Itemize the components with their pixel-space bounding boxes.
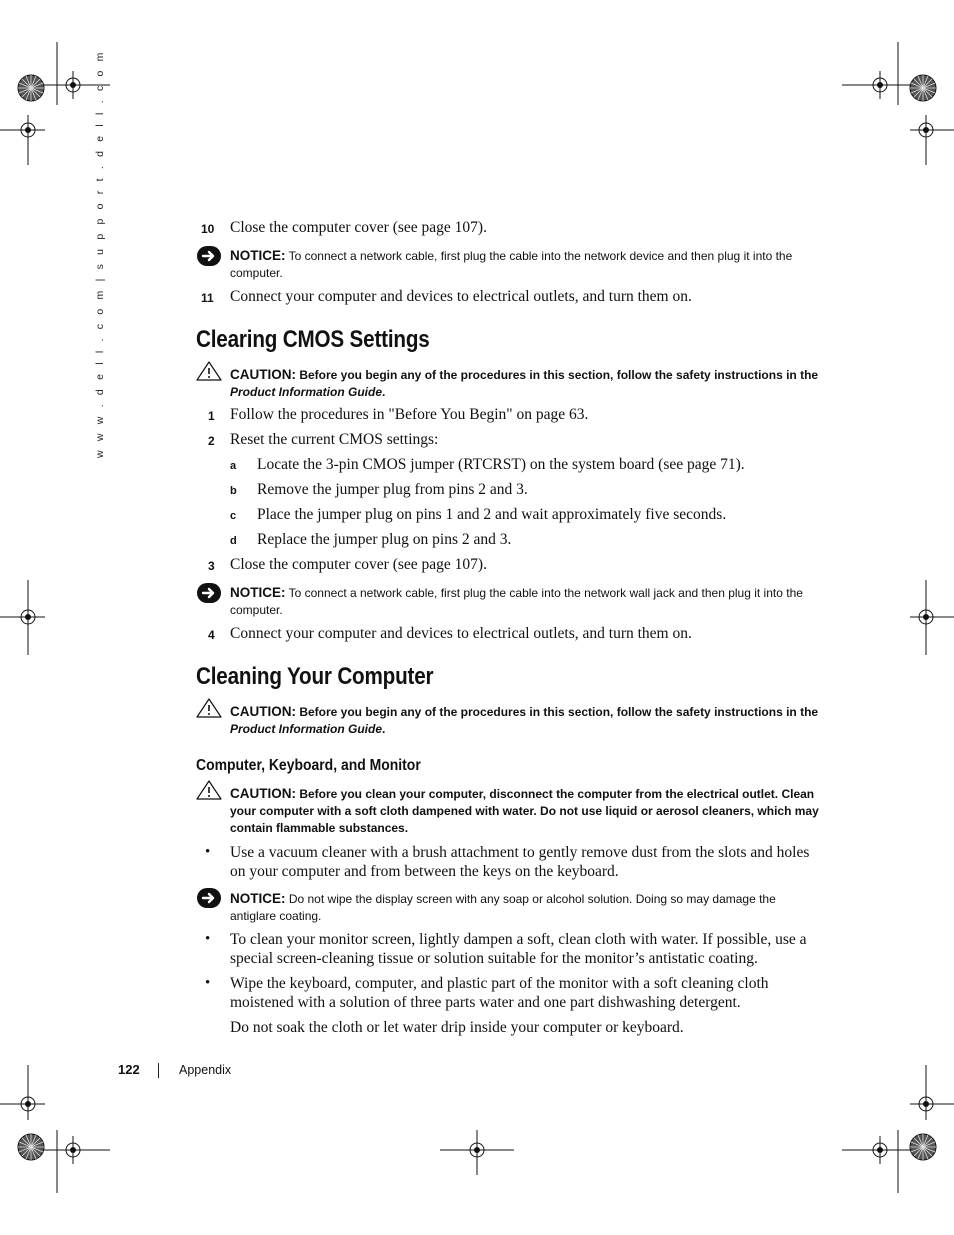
substep-text: Replace the jumper plug on pins 2 and 3. [257, 531, 512, 548]
step-number: 11 [201, 291, 214, 305]
guide-name: Product Information Guide [230, 385, 382, 399]
substep-letter: b [230, 485, 237, 497]
notice-1 [230, 247, 830, 282]
notice-icon [197, 888, 221, 908]
bullet-continuation: Do not soak the cloth or let water drip inside your computer or keyboard. [230, 1019, 684, 1036]
substep-letter: d [230, 535, 237, 547]
substep-text: Place the jumper plug on pins 1 and 2 and wait approximately five seconds. [257, 506, 727, 523]
caution-3 [230, 785, 820, 837]
bullet: • [205, 975, 211, 991]
notice-label: NOTICE: [230, 891, 286, 906]
step-number: 2 [208, 434, 215, 448]
substep-letter: c [230, 510, 237, 522]
caution-text: Before you begin any of the procedures in this section, follow the safety instructions in the [296, 705, 819, 719]
side-url: w w w . d e l l . c o m | s u p p o r t . d e l l . c o m [94, 49, 106, 458]
caution-text: Before you begin any of the procedures in this section, follow the safety instructions in the [296, 368, 819, 382]
step-text: Connect your computer and devices to electrical outlets, and turn them on. [230, 625, 692, 642]
caution-end: . [382, 722, 386, 736]
step-text: Close the computer cover (see page 107). [230, 219, 487, 236]
subsection-title: Computer, Keyboard, and Monitor [196, 757, 421, 774]
section-title-clearing-cmos: Clearing CMOS Settings [196, 326, 430, 353]
caution-text: Before you clean your computer, disconnect the computer from the electrical outlet. Clean your computer with a soft cloth dampened with water. Do not use liquid or aerosol cleaners, which may contain flammable substances. [230, 787, 819, 835]
caution-icon [196, 780, 222, 800]
substep-text: Locate the 3-pin CMOS jumper (RTCRST) on the system board (see page 71). [257, 456, 745, 473]
bullet-text: Use a vacuum cleaner with a brush attachment to gently remove dust from the slots and holes on your computer and from between the keys on the keyboard. [230, 844, 810, 880]
step-number: 4 [208, 628, 215, 642]
footer-section: Appendix [179, 1063, 232, 1077]
caution-2 [230, 703, 830, 738]
substep-letter: a [230, 460, 237, 472]
notice-2 [230, 584, 830, 619]
step-text: Connect your computer and devices to electrical outlets, and turn them on. [230, 288, 692, 305]
notice-text: To connect a network cable, first plug the cable into the network wall jack and then plug it into the computer. [230, 586, 803, 617]
step-number: 1 [208, 409, 215, 423]
bullet-text: Wipe the keyboard, computer, and plastic part of the monitor with a soft cleaning cloth moistened with a solution of three parts water and one part dishwashing detergent. [230, 975, 769, 1011]
notice-label: NOTICE: [230, 585, 286, 600]
notice-icon [197, 583, 221, 603]
section-title-cleaning-computer: Cleaning Your Computer [196, 663, 434, 690]
caution-label: CAUTION: [230, 704, 296, 719]
step-text: Reset the current CMOS settings: [230, 431, 439, 448]
notice-text: Do not wipe the display screen with any soap or alcohol solution. Doing so may damage the antiglare coating. [230, 892, 776, 923]
guide-name: Product Information Guide [230, 722, 382, 736]
step-number: 10 [201, 222, 215, 236]
notice-label: NOTICE: [230, 248, 286, 263]
page-number: 122 [118, 1062, 140, 1077]
caution-icon [196, 361, 222, 381]
caution-label: CAUTION: [230, 786, 296, 801]
bullet: • [205, 844, 211, 860]
bullet-text: To clean your monitor screen, lightly dampen a soft, clean cloth with water. If possible, use a special screen-cleaning tissue or solution suitable for the monitor’s antistatic coating. [230, 931, 807, 967]
notice-3 [230, 890, 810, 925]
step-text: Follow the procedures in "Before You Begin" on page 63. [230, 406, 589, 423]
notice-icon [197, 246, 221, 266]
caution-icon [196, 698, 222, 718]
notice-text: To connect a network cable, first plug the cable into the network device and then plug it into the computer. [230, 249, 793, 280]
step-text: Close the computer cover (see page 107). [230, 556, 487, 573]
footer-separator [158, 1063, 159, 1078]
caution-label: CAUTION: [230, 367, 296, 382]
step-number: 3 [208, 559, 215, 573]
caution-1 [230, 366, 830, 401]
caution-end: . [382, 385, 386, 399]
substep-text: Remove the jumper plug from pins 2 and 3. [257, 481, 528, 498]
bullet: • [205, 931, 211, 947]
